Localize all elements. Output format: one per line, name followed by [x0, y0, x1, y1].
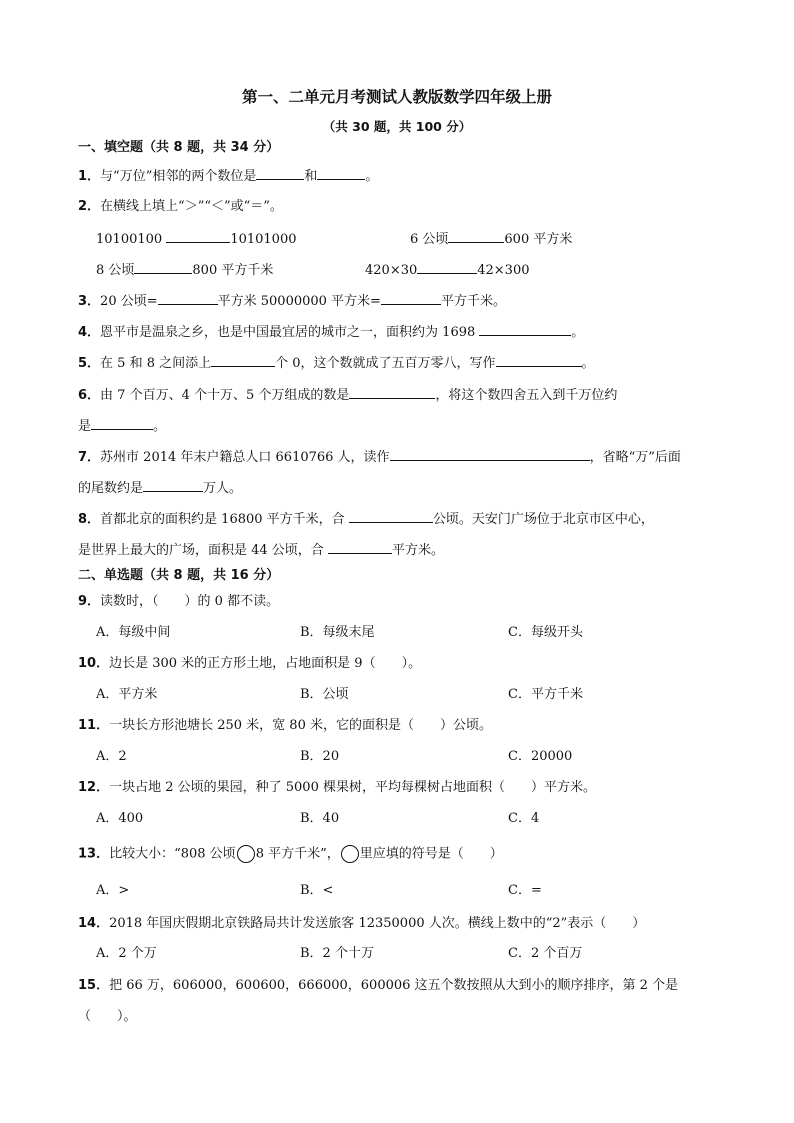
compare-right: 600 平方米 [504, 232, 573, 247]
question-text: 一块长方形池塘长 250 米，宽 80 米，它的面积是（ ）公顷。 [109, 718, 492, 733]
answer-blank[interactable] [417, 260, 477, 274]
answer-blank[interactable] [448, 229, 504, 243]
answer-blank[interactable] [349, 509, 433, 523]
question-text: 与“万位”相邻的两个数位是 [100, 169, 257, 184]
option-a[interactable]: A．2 [96, 749, 127, 764]
question-6 [78, 385, 617, 405]
question-number: 4． [78, 325, 101, 340]
question-12 [78, 779, 596, 797]
question-text: 由 7 个百万、4 个十万、5 个万组成的数是 [100, 388, 350, 403]
question-text: 个 0，这个数就成了五百万零八，写作 [275, 356, 496, 371]
question-8 [78, 509, 654, 529]
question-text: 公顷。天安门广场位于北京市区中心， [432, 512, 654, 527]
comparison-circle-icon[interactable] [237, 845, 255, 863]
option-b[interactable]: B．2 个十万 [300, 946, 374, 961]
option-c[interactable]: C．每级开头 [508, 625, 583, 640]
question-15 [78, 977, 678, 995]
question-number: 3． [78, 294, 101, 309]
option-b[interactable]: B．40 [300, 811, 340, 826]
question-text: 是 [78, 419, 92, 434]
question-text: 里应填的符号是（ ） [359, 846, 503, 862]
question-text: 读数时，（ ）的 0 都不读。 [100, 594, 280, 609]
compare-item-3 [96, 260, 273, 280]
question-9 [78, 593, 279, 611]
option-c[interactable]: C．= [508, 883, 542, 898]
option-c[interactable]: C．平方千米 [508, 687, 583, 702]
question-text: ，将这个数四舍五入到千万位约 [435, 388, 618, 403]
question-text: 20 公顷= [100, 294, 158, 309]
compare-item-2 [410, 229, 572, 249]
section-heading-fill-in: 一、填空题（共 8 题，共 34 分） [78, 140, 280, 155]
question-text: 苏州市 2014 年末户籍总人口 6610766 人，读作 [100, 450, 390, 465]
question-text: 平方千米。 [440, 294, 506, 309]
option-c[interactable]: C．4 [508, 811, 540, 826]
question-text: 在横线上填上“＞”“＜”或“＝”。 [100, 199, 283, 214]
question-number: 13． [78, 846, 110, 862]
option-a[interactable]: A．每级中间 [96, 625, 171, 640]
question-text: 的尾数约是 [78, 481, 144, 496]
compare-right: 800 平方千米 [192, 263, 274, 278]
question-number: 10． [78, 656, 110, 671]
question-text: 比较大小：“808 公顷 [109, 846, 236, 862]
option-a[interactable]: A．400 [96, 811, 144, 826]
question-13 [78, 845, 503, 864]
option-a[interactable]: A．2 个万 [96, 946, 157, 961]
compare-left: 8 公顷 [96, 263, 135, 278]
option-c[interactable]: C．20000 [508, 749, 573, 764]
question-8-cont [78, 540, 444, 560]
question-number: 6． [78, 388, 101, 403]
question-3 [78, 291, 506, 311]
question-number: 12． [78, 780, 110, 795]
option-b[interactable]: B．每级末尾 [300, 625, 375, 640]
question-text: 和 [304, 169, 318, 184]
question-text: 边长是 300 米的正方形土地，占地面积是 9（ ）。 [109, 656, 422, 671]
question-text: 一块占地 2 公顷的果园，种了 5000 棵果树，平均每棵树占地面积（ ）平方米。 [109, 780, 596, 795]
option-b[interactable]: B．公顷 [300, 687, 349, 702]
question-number: 2． [78, 199, 101, 214]
question-7-cont [78, 478, 242, 498]
question-text: 8 平方千米”， [255, 846, 340, 862]
answer-blank[interactable] [166, 229, 230, 243]
question-number: 14． [78, 916, 110, 931]
answer-blank[interactable] [134, 260, 192, 274]
option-b[interactable]: B．< [300, 883, 334, 898]
compare-left: 10100100 [96, 232, 163, 247]
compare-left: 420×30 [365, 263, 418, 278]
section-heading-single-choice: 二、单选题（共 8 题，共 16 分） [78, 568, 280, 583]
page-subtitle: （共 30 题，共 100 分） [322, 119, 472, 134]
compare-item-4 [365, 260, 530, 280]
answer-blank[interactable] [496, 353, 582, 367]
question-text: 。 [365, 169, 379, 184]
question-number: 7． [78, 450, 101, 465]
page-title: 第一、二单元月考测试人教版数学四年级上册 [241, 88, 552, 106]
answer-blank[interactable] [328, 540, 392, 554]
question-2 [78, 198, 283, 216]
question-4 [78, 322, 584, 342]
question-text: 是世界上最大的广场，面积是 44 公顷，合 [78, 543, 324, 558]
answer-blank[interactable] [317, 166, 365, 180]
option-b[interactable]: B．20 [300, 749, 340, 764]
comparison-circle-icon [341, 845, 359, 863]
question-number: 15． [78, 978, 110, 993]
compare-left: 6 公顷 [410, 232, 449, 247]
answer-blank[interactable] [211, 353, 275, 367]
question-number: 11． [78, 718, 110, 733]
question-1 [78, 166, 378, 186]
compare-right: 42×300 [477, 263, 530, 278]
answer-blank[interactable] [91, 416, 153, 430]
option-a[interactable]: A．平方米 [96, 687, 158, 702]
question-text: 在 5 和 8 之间添上 [100, 356, 212, 371]
question-number: 8． [78, 512, 101, 527]
question-text: 平方米 50000000 平方米= [217, 294, 381, 309]
answer-blank[interactable] [158, 291, 218, 305]
question-5 [78, 353, 595, 373]
question-text: 。 [581, 356, 595, 371]
question-14 [78, 915, 645, 933]
question-number: 1． [78, 169, 101, 184]
answer-blank[interactable] [479, 322, 571, 336]
answer-blank[interactable] [349, 385, 435, 399]
compare-item-1 [96, 229, 296, 249]
question-text: 首都北京的面积约是 16800 平方千米，合 [100, 512, 345, 527]
question-10 [78, 655, 421, 673]
question-text: 。 [153, 419, 167, 434]
answer-blank[interactable] [390, 447, 590, 461]
question-text: 恩平市是温泉之乡，也是中国最宜居的城市之一，面积约为 1698 [100, 325, 476, 340]
answer-blank[interactable] [256, 166, 304, 180]
answer-blank[interactable] [143, 478, 203, 492]
question-text: 平方米。 [391, 543, 444, 558]
option-c[interactable]: C．2 个百万 [508, 946, 583, 961]
answer-blank[interactable] [381, 291, 441, 305]
question-text: ，省略“万”后面 [589, 450, 681, 465]
question-6-cont [78, 416, 166, 436]
question-7 [78, 447, 681, 467]
question-number: 9． [78, 594, 101, 609]
question-15-cont: （ ）。 [78, 1009, 137, 1024]
option-a[interactable]: A．> [96, 883, 130, 898]
question-text: 把 66 万，606000，600600，666000，600006 这五个数按照从大到小的顺序排序，第 2 个是 [109, 978, 679, 993]
question-11 [78, 717, 492, 735]
question-text: 。 [571, 325, 585, 340]
question-text: 万人。 [203, 481, 243, 496]
question-text: 2018 年国庆假期北京铁路局共计发送旅客 12350000 人次。横线上数中的“2”表示（ ） [109, 916, 646, 931]
question-number: 5． [78, 356, 101, 371]
compare-right: 10101000 [230, 232, 297, 247]
